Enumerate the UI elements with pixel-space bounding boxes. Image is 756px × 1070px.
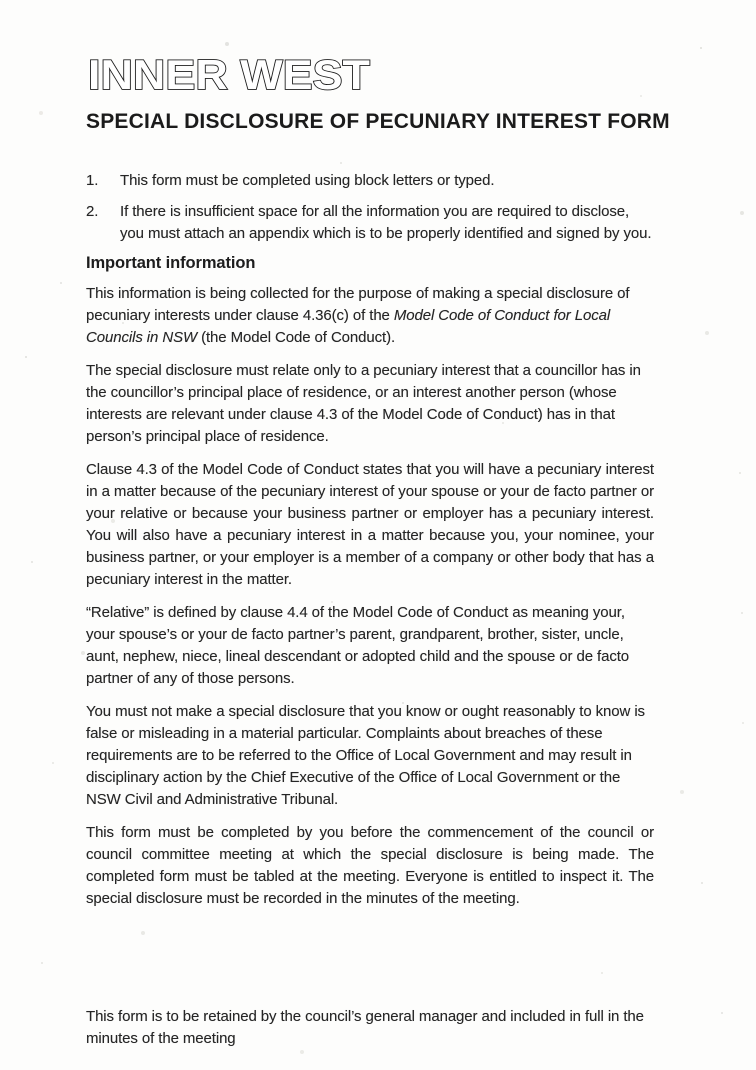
instruction-item-2 (86, 201, 654, 245)
paragraph-clause-4-3: Clause 4.3 of the Model Code of Conduct states that you will have a pecuniary interest in a matter because of the pecuniary interest of your spouse or your de facto partner or your relative or because your business partner or employer has a pecuniary interest. You will also have a pecuniary interest in a matter because you, your nominee, your business partner, or your employer is a member of a company or other body that has a pecuniary interest in the matter. (86, 461, 654, 588)
page-title: SPECIAL DISCLOSURE OF PECUNIARY INTEREST FORM (86, 110, 670, 133)
page-content (86, 48, 670, 1050)
instruction-number-1: 1. (86, 172, 99, 189)
retention-note: This form is to be retained by the council’s general manager and included in full in the minutes of the meeting (86, 1008, 644, 1047)
paragraph-collection-italic-title: Model Code of Conduct for Local Councils in NSW (86, 307, 611, 346)
paragraph-collection-purpose (86, 283, 654, 349)
paragraph-false-disclosure: You must not make a special disclosure that you know or ought reasonably to know is false or misleading in a material particular. Complaints about breaches of these requirements are to be referred to the Office of Local Government and may result in disciplinary action by the Chief Executive of the Office of Local Government or the NSW Civil and Administrative Tribunal. (86, 703, 645, 808)
important-information-heading: Important information (86, 254, 256, 272)
instruction-list (86, 170, 654, 245)
inner-west-logo-text: INNER WEST (88, 51, 371, 98)
instruction-text-2: If there is insufficient space for all the information you are required to disclose, you must attach an appendix which is to be properly identified and signed by you. (120, 203, 652, 242)
instruction-text-1: This form must be completed using block letters or typed. (120, 172, 495, 189)
paragraph-collection-before-italic: This information is being collected for the purpose of making a special disclosure of pecuniary interests under clause 4.36(c) of the (86, 285, 630, 324)
paragraph-residence: The special disclosure must relate only to a pecuniary interest that a councillor has in the councillor’s principal place of residence, or an interest another person (whose interests are relevant under clause 4.3 of the Model Code of Conduct) has in that person’s principal place of residence. (86, 362, 641, 445)
paragraph-relative-definition: “Relative” is defined by clause 4.4 of the Model Code of Conduct as meaning your, your spouse’s or your de facto partner’s parent, grandparent, brother, sister, uncle, aunt, nephew, niece, lineal descendant or adopted child and the spouse or de facto partner of any of those persons. (86, 604, 630, 687)
scan-noise (0, 0, 2, 2)
inner-west-logo (86, 48, 376, 98)
paragraph-completion-requirements: This form must be completed by you before the commencement of the council or council committee meeting at which the special disclosure is being made. The completed form must be tabled at the meeting. Everyone is entitled to inspect it. The special disclosure must be recorded in the minutes of the meeting. (86, 824, 654, 907)
instruction-item-1 (86, 170, 654, 192)
paragraph-collection-after-italic: (the Model Code of Conduct). (197, 329, 396, 346)
instruction-number-2: 2. (86, 203, 99, 220)
